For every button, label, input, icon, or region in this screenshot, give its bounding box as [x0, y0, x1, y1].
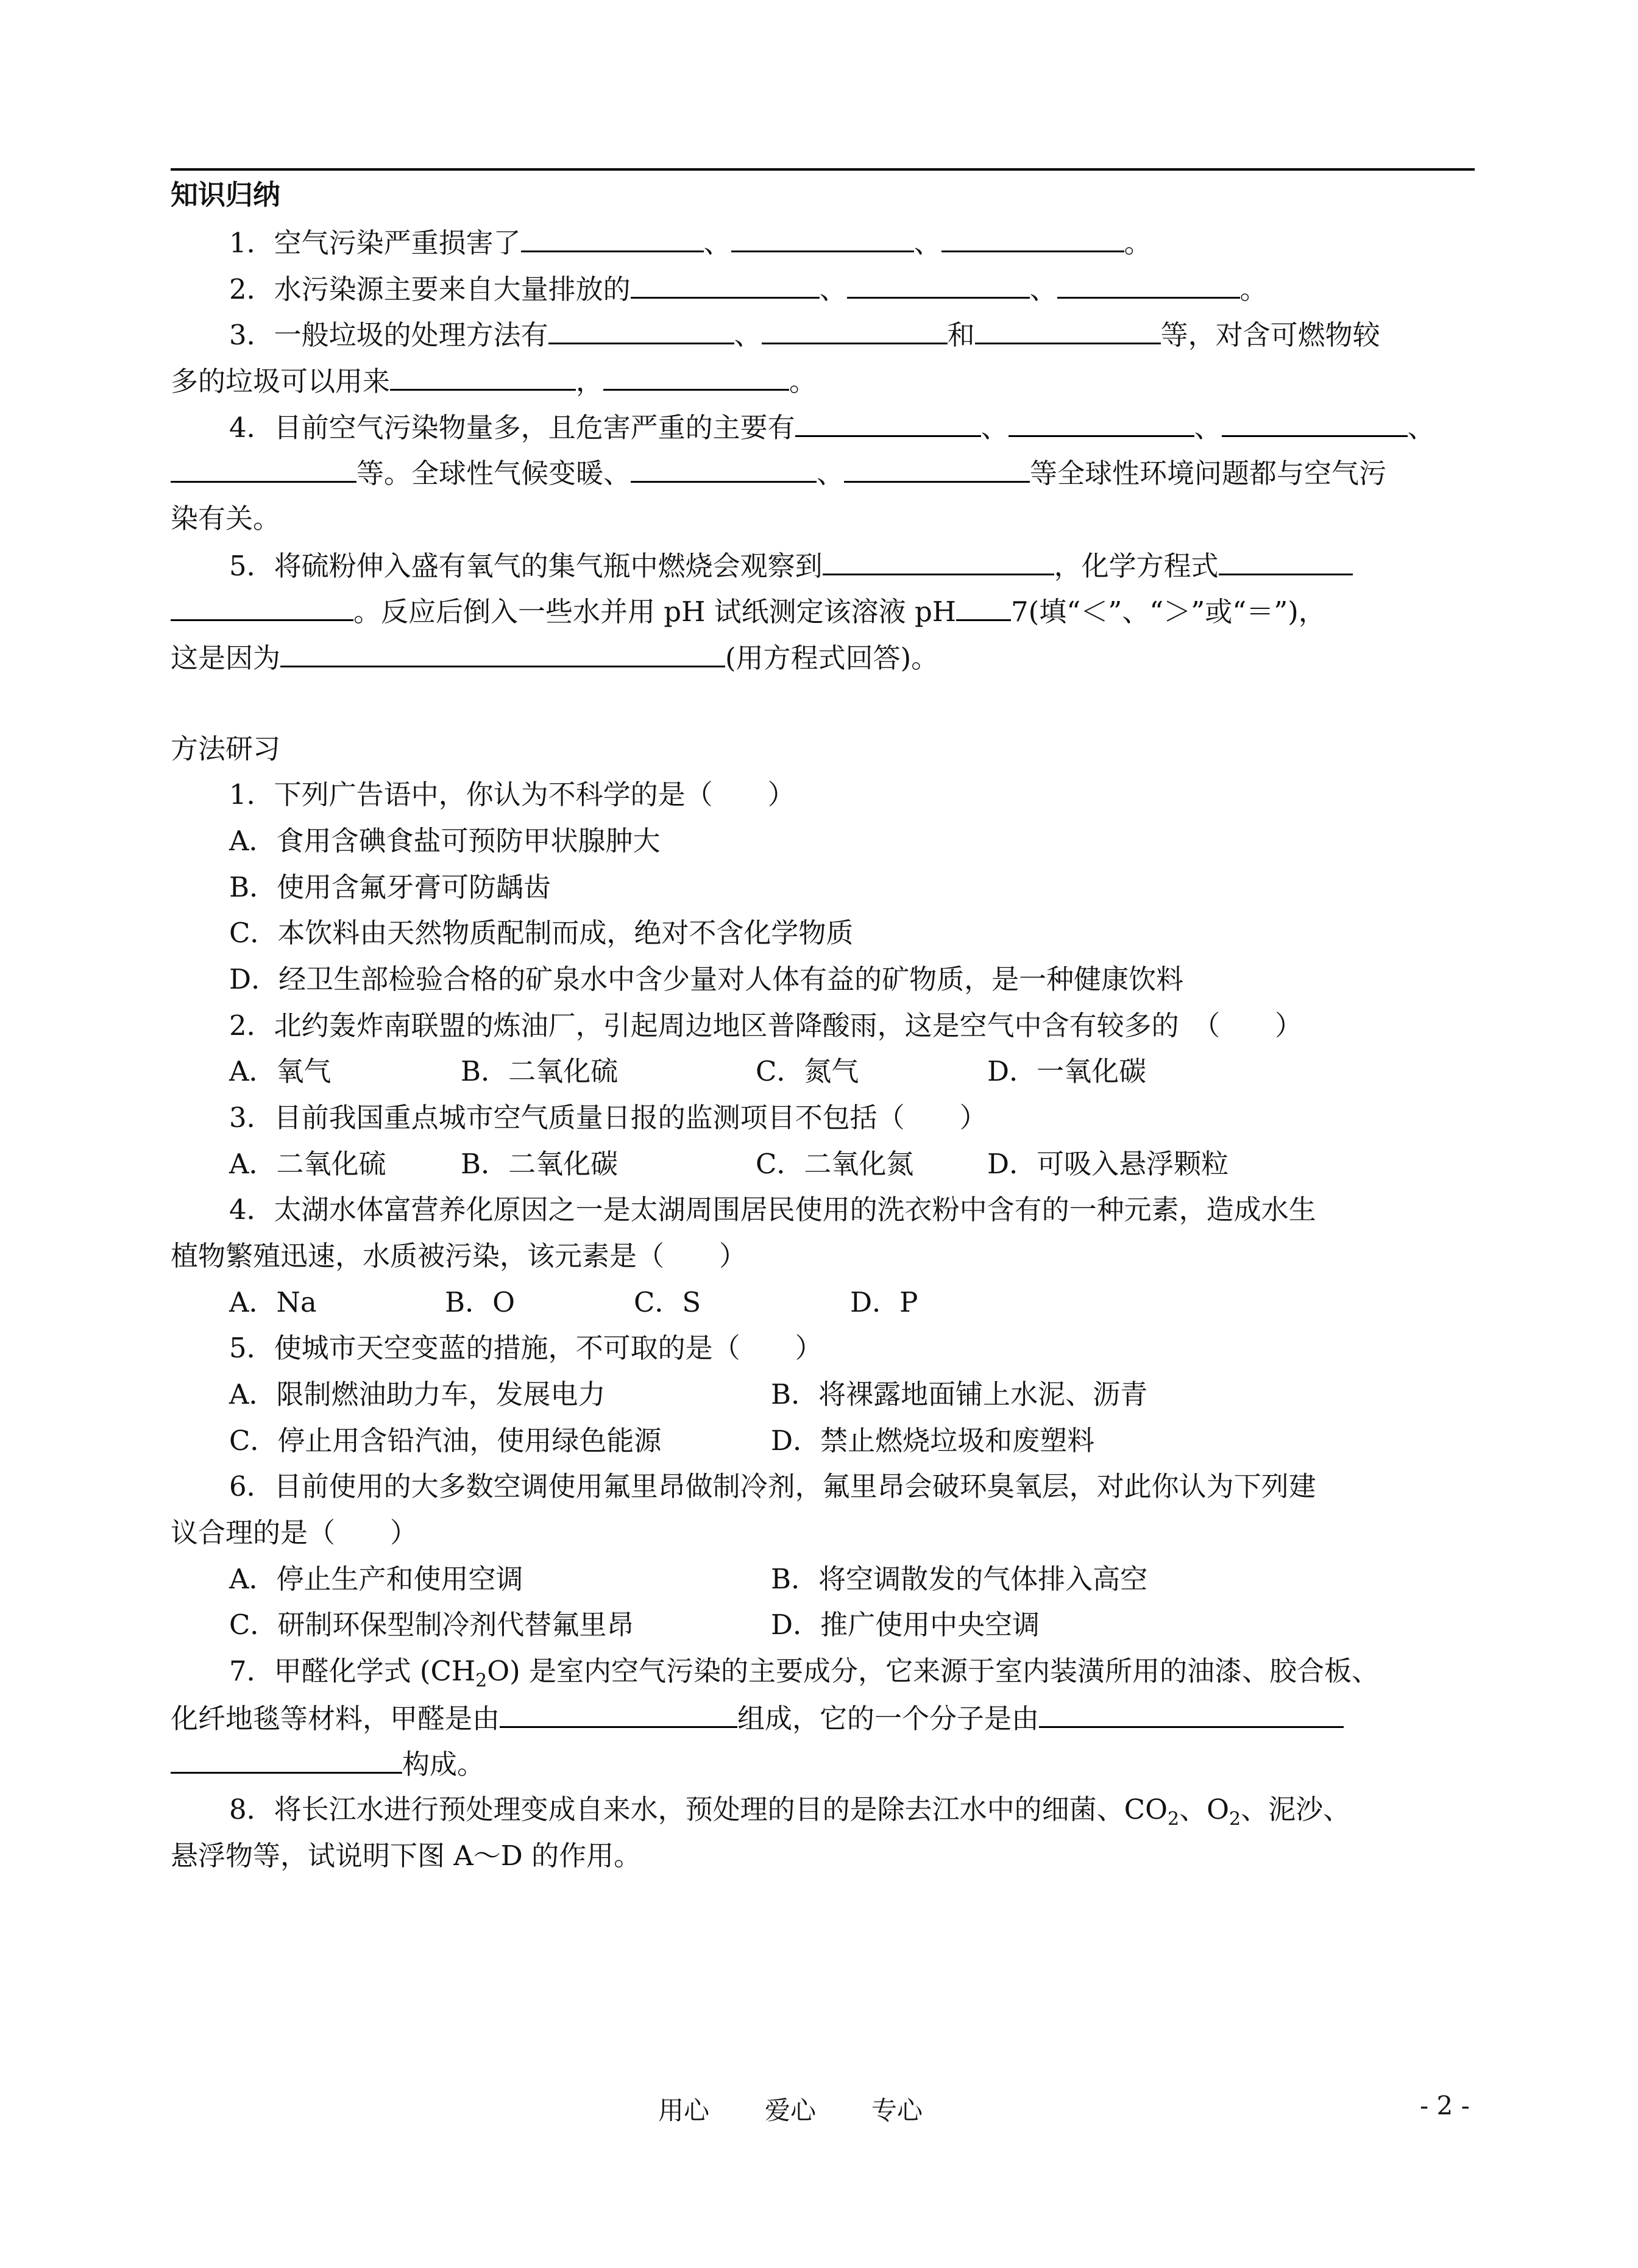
answer-blank[interactable]	[548, 316, 734, 344]
method-q6-option-b[interactable]: B．将空调散发的气体排入高空	[771, 1563, 1148, 1595]
method-q1-option-d[interactable]: D．经卫生部检验合格的矿泉水中含少量对人体有益的矿物质，是一种健康饮料	[229, 963, 1184, 995]
answer-blank[interactable]	[1219, 547, 1353, 575]
answer-blank[interactable]	[975, 316, 1161, 344]
answer-blank[interactable]	[171, 454, 356, 483]
method-q4-option-c[interactable]: C．S	[634, 1286, 701, 1318]
method-q6: 6．目前使用的大多数空调使用氟里昂做制冷剂，氟里昂会破环臭氧层，对此你认为下列建	[229, 1470, 1316, 1502]
knowledge-q5-end: 这是因为 (用方程式回答)。	[171, 639, 938, 677]
method-q5-option-c[interactable]: C．停止用含铅汽油，使用绿色能源	[229, 1424, 662, 1457]
knowledge-q1: 1．空气污染严重损害了 、 、 。	[229, 224, 1152, 261]
knowledge-q5: 5．将硫粉伸入盛有氧气的集气瓶中燃烧会观察到 ，化学方程式	[229, 547, 1353, 585]
footer-right: 专心	[871, 2096, 923, 2125]
method-q6-option-c[interactable]: C．研制环保型制冷剂代替氟里昂	[229, 1609, 634, 1641]
method-q2: 2．北约轰炸南联盟的炼油厂，引起周边地区普降酸雨，这是空气中含有较多的 （ ）	[229, 1009, 1303, 1042]
answer-blank[interactable]	[1039, 1699, 1344, 1728]
knowledge-q4-end: 染有关。	[171, 502, 281, 535]
knowledge-q5-cont: 。反应后倒入一些水并用 pH 试纸测定该溶液 pH 7(填“＜”、“＞”或“＝”)，	[171, 592, 1326, 630]
method-q2-option-b[interactable]: B．二氧化硫	[461, 1055, 619, 1087]
method-q5-option-d[interactable]: D．禁止燃烧垃圾和废塑料	[771, 1424, 1095, 1457]
method-q5-option-a[interactable]: A．限制燃油助力车，发展电力	[229, 1378, 606, 1410]
knowledge-q3: 3．一般垃圾的处理方法有 、 和 等，对含可燃物较	[229, 316, 1380, 354]
method-q2-option-c[interactable]: C．氮气	[756, 1055, 859, 1087]
answer-blank[interactable]	[1222, 408, 1408, 437]
page-number: - 2 -	[1420, 2091, 1470, 2120]
answer-blank[interactable]	[171, 1745, 402, 1774]
answer-blank[interactable]	[823, 547, 1054, 575]
answer-blank[interactable]	[603, 362, 789, 391]
knowledge-q4: 4．目前空气污染物量多，且危害严重的主要有 、 、 、	[229, 408, 1435, 446]
method-q1-option-c[interactable]: C．本饮料由天然物质配制而成，绝对不含化学物质	[229, 917, 854, 949]
knowledge-q2: 2．水污染源主要来自大量排放的 、 、 。	[229, 270, 1268, 308]
method-q1-option-a[interactable]: A．食用含碘食盐可预防甲状腺肿大	[229, 825, 661, 857]
method-q5-option-b[interactable]: B．将裸露地面铺上水泥、沥青	[771, 1378, 1148, 1410]
method-q6-option-a[interactable]: A．停止生产和使用空调	[229, 1563, 523, 1595]
answer-blank[interactable]	[795, 408, 981, 437]
answer-blank[interactable]	[631, 270, 820, 299]
answer-blank[interactable]	[521, 224, 704, 252]
method-q7: 7．甲醛化学式 $(CH_2O)$ 是室内空气污染的主要成分，它来源于室内装潢所用的油漆、胶合板、	[229, 1655, 1380, 1691]
method-q7-end: 构成。	[171, 1745, 484, 1783]
section-heading-method: 方法研习	[171, 733, 281, 765]
method-q3: 3．目前我国重点城市空气质量日报的监测项目不包括（ ）	[229, 1101, 987, 1134]
answer-blank[interactable]	[1009, 408, 1194, 437]
method-q3-option-c[interactable]: C．二氧化氮	[756, 1148, 914, 1180]
method-q1: 1．下列广告语中，你认为不科学的是（ ）	[229, 778, 795, 811]
answer-blank[interactable]	[171, 592, 353, 621]
section-heading-knowledge: 知识归纳	[171, 179, 281, 211]
answer-blank[interactable]	[1057, 270, 1240, 299]
answer-blank[interactable]	[956, 592, 1011, 621]
method-q8-cont: 悬浮物等，试说明下图 A～D 的作用。	[171, 1840, 642, 1872]
answer-blank[interactable]	[844, 454, 1030, 483]
knowledge-q4-cont: 等。全球性气候变暖、 、 等全球性环境问题都与空气污	[171, 454, 1386, 492]
footer-mid: 爱心	[765, 2096, 817, 2125]
method-q3-option-b[interactable]: B．二氧化碳	[461, 1148, 619, 1180]
method-q5: 5．使城市天空变蓝的措施，不可取的是（ ）	[229, 1332, 823, 1364]
method-q4-option-a[interactable]: A．Na	[229, 1286, 317, 1318]
method-q6-cont: 议合理的是（ ）	[171, 1516, 418, 1549]
answer-blank[interactable]	[847, 270, 1030, 299]
method-q4-option-b[interactable]: B．O	[445, 1286, 515, 1318]
answer-blank[interactable]	[941, 224, 1124, 252]
answer-blank[interactable]	[500, 1699, 737, 1728]
method-q4-option-d[interactable]: D．P	[850, 1286, 918, 1318]
footer-left: 用心	[658, 2096, 710, 2125]
answer-blank[interactable]	[390, 362, 576, 391]
method-q6-option-d[interactable]: D．推广使用中央空调	[771, 1609, 1040, 1641]
method-q2-option-a[interactable]: A．氧气	[229, 1055, 332, 1087]
method-q7-cont: 化纤地毯等材料，甲醛是由 组成，它的一个分子是由	[171, 1699, 1344, 1737]
method-q4-cont: 植物繁殖迅速，水质被污染，该元素是（ ）	[171, 1240, 747, 1272]
knowledge-q3-cont: 多的垃圾可以用来 ， 。	[171, 362, 817, 400]
method-q4: 4．太湖水体富营养化原因之一是太湖周围居民使用的洗衣粉中含有的一种元素，造成水生	[229, 1193, 1316, 1226]
method-q3-option-d[interactable]: D．可吸入悬浮颗粒	[987, 1148, 1229, 1180]
method-q2-option-d[interactable]: D．一氧化碳	[987, 1055, 1147, 1087]
answer-blank[interactable]	[731, 224, 914, 252]
header-rule	[171, 168, 1475, 171]
answer-blank[interactable]	[631, 454, 817, 483]
method-q3-option-a[interactable]: A．二氧化硫	[229, 1148, 386, 1180]
method-q1-option-b[interactable]: B．使用含氟牙膏可防龋齿	[229, 871, 551, 903]
answer-blank[interactable]	[762, 316, 948, 344]
answer-blank[interactable]	[280, 639, 725, 667]
method-q8: 8．将长江水进行预处理变成自来水，预处理的目的是除去江水中的细菌、$CO_2$、$O_2$、泥沙、	[229, 1793, 1351, 1830]
